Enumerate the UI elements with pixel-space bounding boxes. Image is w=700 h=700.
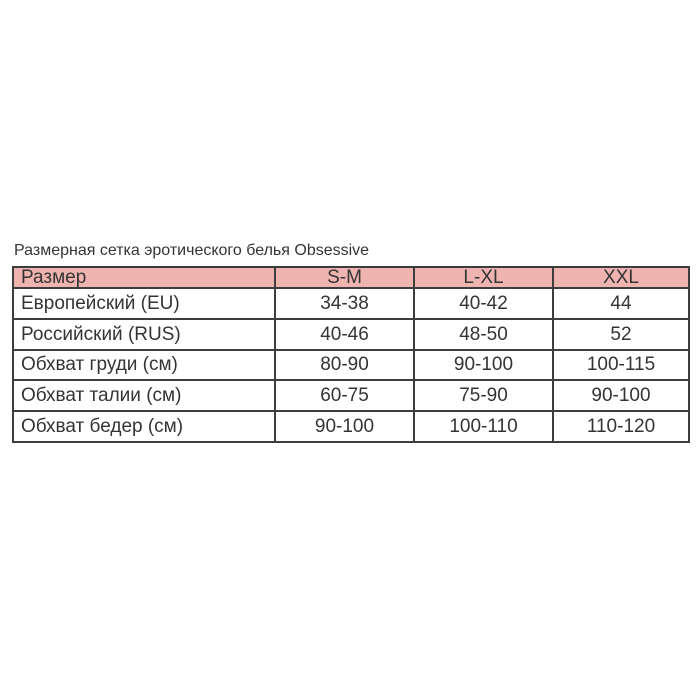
- size-chart-title: Размерная сетка эротического белья Obsessive: [14, 242, 370, 259]
- size-value: 80-90: [275, 350, 414, 381]
- size-value: 90-100: [275, 411, 414, 442]
- size-value: 110-120: [553, 411, 689, 442]
- column-header-size-0: S-M: [275, 267, 414, 288]
- size-value: 52: [553, 319, 689, 350]
- row-label: Обхват талии (см): [13, 380, 275, 411]
- size-value: 44: [553, 288, 689, 319]
- size-value: 60-75: [275, 380, 414, 411]
- row-label: Обхват груди (см): [13, 350, 275, 381]
- size-value: 100-115: [553, 350, 689, 381]
- column-header-size-2: XXL: [553, 267, 689, 288]
- table-row: [13, 350, 689, 381]
- size-value: 75-90: [414, 380, 553, 411]
- size-value: 48-50: [414, 319, 553, 350]
- size-value: 100-110: [414, 411, 553, 442]
- table-row: [13, 319, 689, 350]
- table-row: [13, 380, 689, 411]
- column-header-label: Размер: [13, 267, 275, 288]
- table-row: [13, 411, 689, 442]
- table-header-row: [13, 267, 689, 288]
- size-value: 90-100: [414, 350, 553, 381]
- row-label: Европейский (EU): [13, 288, 275, 319]
- size-value: 40-42: [414, 288, 553, 319]
- row-label: Обхват бедер (см): [13, 411, 275, 442]
- size-value: 34-38: [275, 288, 414, 319]
- row-label: Российский (RUS): [13, 319, 275, 350]
- column-header-size-1: L-XL: [414, 267, 553, 288]
- size-value: 40-46: [275, 319, 414, 350]
- size-table: [12, 266, 690, 443]
- size-value: 90-100: [553, 380, 689, 411]
- table-body: [13, 288, 689, 442]
- table-row: [13, 288, 689, 319]
